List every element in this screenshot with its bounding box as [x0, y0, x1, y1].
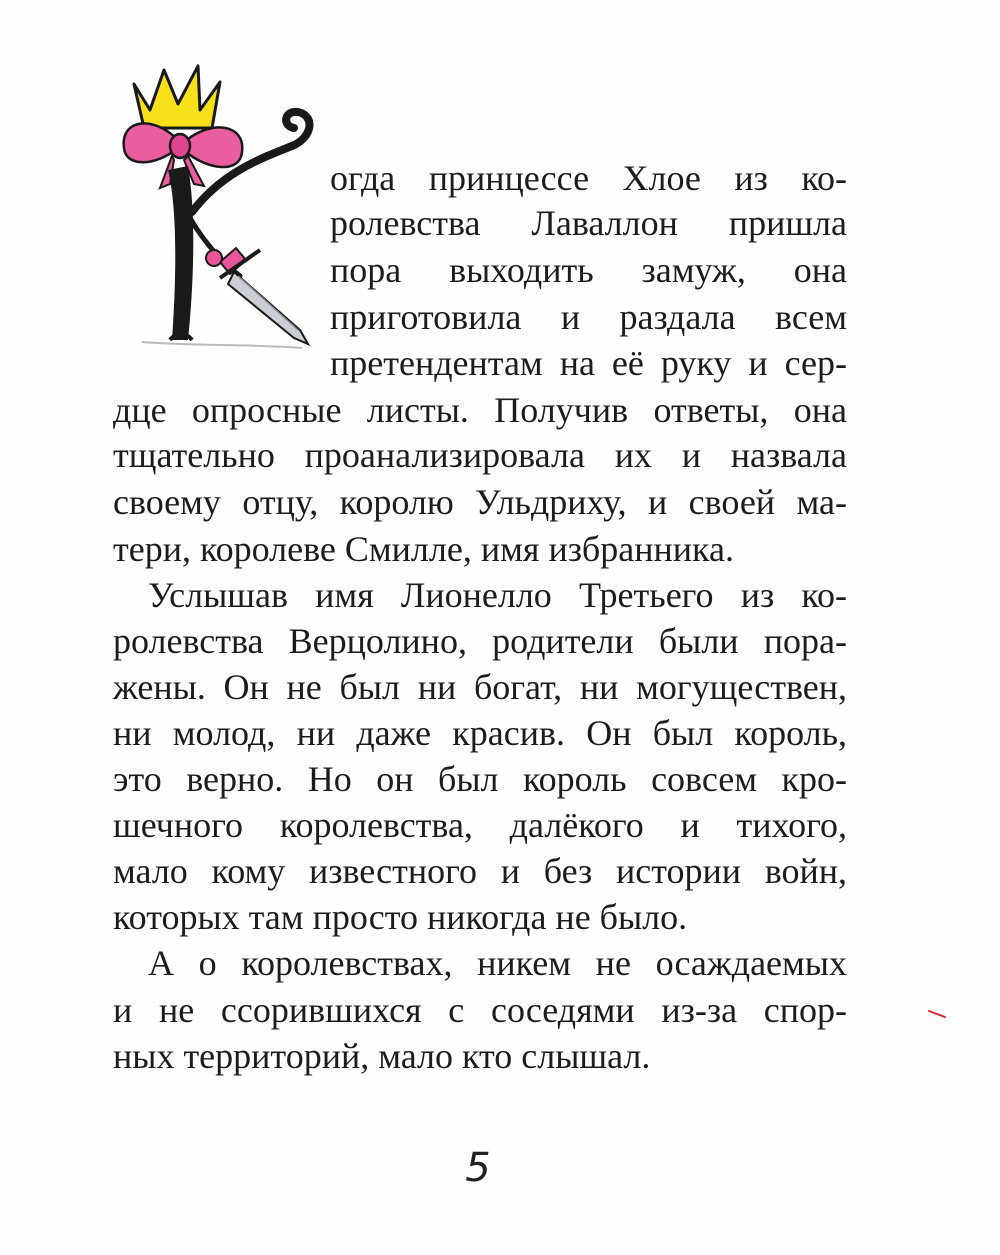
paragraph-2-line-3: жены. Он не был ни богат, ни могуществен,	[113, 667, 847, 707]
paragraph-2-line-5: это верно. Но он был король совсем кро-	[113, 759, 847, 799]
paragraph-1-line-5: претендентам на её руку и сер-	[330, 343, 847, 383]
paragraph-1-line-3: пора выходить замуж, она	[330, 250, 847, 290]
drop-cap-illustration	[112, 62, 327, 352]
paragraph-1-line-9: тери, королеве Смилле, имя избранника.	[113, 529, 734, 569]
paragraph-1-line-1: огда принцессе Хлое из ко-	[330, 158, 847, 198]
paragraph-1-line-7: тщательно проанализировала их и назвала	[113, 435, 847, 475]
paragraph-2-line-4: ни молод, ни даже красив. Он был король,	[113, 713, 847, 753]
paragraph-2-line-1: Услышав имя Лионелло Третьего из ко-	[148, 575, 847, 615]
red-mark-icon	[928, 1010, 946, 1018]
paragraph-3-line-1: А о королевствах, никем не осаждаемых	[148, 943, 847, 983]
paragraph-3-line-3: ных территорий, мало кто слышал.	[113, 1036, 651, 1076]
paragraph-1-line-6: дце опросные листы. Получив ответы, она	[113, 390, 847, 430]
dagger-icon	[206, 248, 308, 344]
paragraph-3-line-2: и не ссорившихся с соседями из-за спор-	[113, 990, 847, 1030]
page-number: 5	[465, 1145, 491, 1191]
paragraph-1-line-4: приготовила и раздала всем	[330, 297, 847, 337]
paragraph-2-line-7: мало кому известного и без истории войн,	[113, 851, 847, 891]
paragraph-1-line-2: ролевства Лаваллон пришла	[330, 203, 847, 243]
crown-icon	[134, 66, 220, 128]
paragraph-2-line-8: которых там просто никогда не было.	[113, 897, 688, 937]
paragraph-1-line-8: своему отцу, королю Ульдриху, и своей ма-	[113, 482, 847, 522]
paragraph-2-line-2: ролевства Верцолино, родители были пора-	[113, 621, 847, 661]
paragraph-2-line-6: шечного королевства, далёкого и тихого,	[113, 805, 847, 845]
